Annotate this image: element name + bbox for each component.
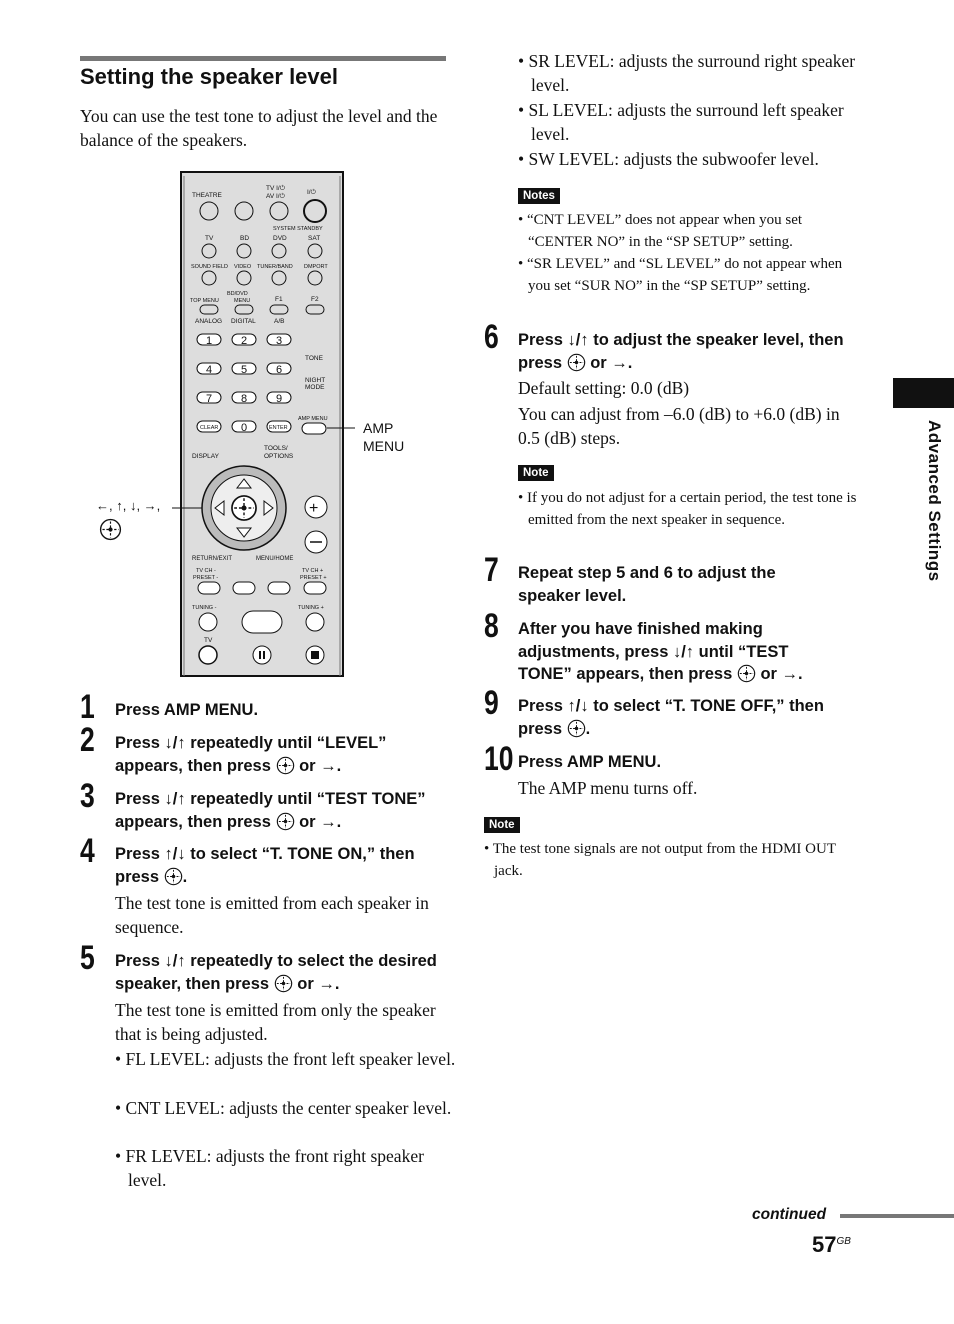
step-10-body: The AMP menu turns off.: [518, 778, 698, 798]
lbl-sound-field: SOUND FIELD: [191, 264, 228, 270]
step-number-1: 1: [80, 688, 95, 726]
svg-text:+: +: [309, 500, 319, 517]
step-number-2: 2: [80, 721, 95, 759]
step-3-text: Press ↓/↑ repeatedly until “TEST TONE” appears, then press or →.: [115, 790, 426, 831]
next-button[interactable]: [304, 582, 326, 594]
callout-arrows: ←, ↑, ↓, →,: [96, 498, 161, 513]
lbl-tuner-band: TUNER/BAND: [257, 264, 293, 270]
title-rule: [80, 56, 446, 61]
enter-button-icon: [274, 974, 293, 993]
lbl-sat: SAT: [308, 235, 321, 242]
pause-button[interactable]: [253, 646, 271, 664]
play-button[interactable]: [242, 611, 282, 633]
lbl-preset-minus: PRESET -: [193, 575, 219, 581]
lbl-av-power: AV I/⏻: [266, 193, 285, 200]
lbl-digital: DIGITAL: [231, 318, 256, 325]
step-1-text: Press AMP MENU.: [115, 701, 259, 719]
key-1[interactable]: 1: [205, 335, 213, 347]
list-item: • FR LEVEL: adjusts the front right speaker level.: [115, 1146, 424, 1190]
lbl-return: RETURN/EXIT: [192, 556, 233, 562]
section-title: Setting the speaker level: [80, 64, 338, 89]
step-2-text: Press ↓/↑ repeatedly until “LEVEL” appears, then press or →.: [115, 734, 387, 775]
list-item: • CNT LEVEL: adjusts the center speaker level.: [115, 1098, 452, 1118]
lbl-tools: TOOLS/: [264, 445, 288, 452]
list-item: • SR LEVEL: adjusts the surround right speaker level.: [518, 51, 856, 95]
continued-rule: [840, 1214, 954, 1218]
lbl-dmport: DMPORT: [304, 264, 328, 270]
step-number-10: 10: [484, 740, 514, 778]
lbl-f1: F1: [275, 296, 283, 303]
key-0[interactable]: 0: [240, 422, 248, 434]
enter-button-icon: [737, 664, 756, 683]
notes-badge: Notes: [518, 188, 560, 204]
lbl-menu-home: MENU/HOME: [256, 556, 294, 562]
lbl-mode: MODE: [305, 384, 325, 391]
step-number-3: 3: [80, 777, 95, 815]
step-7-text: Repeat step 5 and 6 to adjust the speaker level.: [518, 564, 776, 605]
enter-button-icon: [567, 719, 586, 738]
enter-button-icon: [567, 353, 586, 372]
enter-button-icon: [232, 496, 256, 520]
lbl-tv-power: TV I/⏻: [266, 185, 285, 192]
step-5-text: Press ↓/↑ repeatedly to select the desired speaker, then press or →.: [115, 952, 437, 993]
lbl-top-menu: TOP MENU: [190, 298, 219, 304]
clear-button[interactable]: CLEAR: [200, 425, 219, 431]
key-7[interactable]: 7: [205, 393, 213, 405]
key-8[interactable]: 8: [240, 393, 248, 405]
lbl-display: DISPLAY: [192, 453, 219, 460]
step-9-text: Press ↑/↓ to select “T. TONE OFF,” then press .: [518, 697, 824, 738]
intro-text: You can use the test tone to adjust the level and the balance of the speakers.: [80, 106, 438, 150]
key-6[interactable]: 6: [275, 364, 283, 376]
step-number-6: 6: [484, 318, 499, 356]
lbl-menu: MENU: [234, 298, 251, 304]
rewind-button[interactable]: [199, 613, 217, 631]
list-item: • SW LEVEL: adjusts the subwoofer level.: [518, 149, 819, 169]
step-number-7: 7: [484, 551, 499, 589]
key-9[interactable]: 9: [275, 393, 283, 405]
step-number-9: 9: [484, 684, 499, 722]
step-5-body: The test tone is emitted from only the speaker that is being adjusted.: [115, 1000, 436, 1044]
lbl-night: NIGHT: [305, 377, 326, 384]
page-number: $57^{GB}$: [812, 1232, 851, 1257]
fast-forward-button[interactable]: [306, 613, 324, 631]
step-4-text: Press ↑/↓ to select “T. TONE ON,” then press .: [115, 845, 415, 886]
tv-button[interactable]: [199, 646, 217, 664]
rewind-step-button[interactable]: [233, 582, 255, 594]
lbl-tv-bottom: TV: [204, 637, 213, 644]
lbl-tv-ch-minus: TV CH -: [196, 568, 216, 574]
step-6-range: You can adjust from –6.0 (dB) to +6.0 (dB) in 0.5 (dB) steps.: [518, 404, 840, 448]
lbl-f2: F2: [311, 296, 319, 303]
lbl-tone: TONE: [305, 355, 323, 362]
callout-menu: MENU: [363, 438, 405, 454]
lbl-tv-ch-plus: TV CH +: [302, 568, 324, 574]
key-3[interactable]: 3: [275, 335, 283, 347]
lbl-theatre: THEATRE: [192, 192, 222, 199]
lbl-amp-menu: AMP MENU: [298, 416, 328, 422]
step-4-body: The test tone is emitted from each speaker in sequence.: [115, 893, 429, 937]
step-number-4: 4: [80, 832, 95, 870]
section-tab: [893, 378, 954, 408]
step-6-default: Default setting: 0.0 (dB): [518, 378, 690, 398]
lbl-ab: A/B: [274, 318, 285, 325]
enter-key[interactable]: ENTER: [269, 425, 288, 431]
list-item: • FL LEVEL: adjusts the front left speaker level.: [115, 1049, 456, 1069]
enter-button-icon: [276, 812, 295, 831]
step-10-text: Press AMP MENU.: [518, 753, 662, 771]
lbl-options: OPTIONS: [264, 453, 294, 460]
prev-button[interactable]: [198, 582, 220, 594]
key-4[interactable]: 4: [205, 364, 213, 376]
forward-step-button[interactable]: [268, 582, 290, 594]
step-number-5: 5: [80, 939, 95, 977]
lbl-analog: ANALOG: [195, 318, 223, 325]
callout-enter-icon: [101, 520, 121, 540]
lbl-bd: BD: [240, 235, 250, 242]
lbl-power: I/⏻: [307, 189, 316, 196]
side-label: Advanced Settings: [925, 420, 944, 582]
lbl-bd-dvd: BD/DVD: [227, 291, 248, 297]
lbl-system-standby: SYSTEM STANDBY: [273, 226, 323, 232]
key-5[interactable]: 5: [240, 364, 248, 376]
note-item: • “SR LEVEL” and “SL LEVEL” do not appear when you set “SUR NO” in the “SP SETUP” setting.: [518, 256, 843, 294]
note-item: • “CNT LEVEL” does not appear when you set “CENTER NO” in the “SP SETUP” setting.: [518, 212, 803, 250]
note-item: • The test tone signals are not output from the HDMI OUT jack.: [484, 841, 836, 879]
lbl-video: VIDEO: [234, 264, 252, 270]
list-item: • SL LEVEL: adjusts the surround left speaker level.: [518, 100, 844, 144]
lbl-preset-plus: PRESET +: [300, 575, 327, 581]
lbl-dvd: DVD: [273, 235, 287, 242]
step-number-8: 8: [484, 607, 499, 645]
remote-figure: [80, 168, 450, 678]
note-badge: Note: [518, 465, 554, 481]
enter-button-icon: [276, 756, 295, 775]
lbl-tv: TV: [205, 235, 214, 242]
amp-menu-button[interactable]: [302, 423, 326, 434]
continued-label: continued: [752, 1206, 827, 1223]
note-item: • If you do not adjust for a certain period, the test tone is emitted from the next speaker in sequence.: [518, 490, 857, 528]
step-6-text: Press ↓/↑ to adjust the speaker level, then press or →.: [518, 331, 844, 372]
note-badge: Note: [484, 817, 520, 833]
step-8-text: After you have finished making adjustments, press ↓/↑ until “TEST TONE” appears, then press or →.: [518, 620, 803, 683]
lbl-tuning-plus: TUNING +: [298, 605, 324, 611]
callout-amp: AMP: [363, 420, 394, 436]
lbl-tuning-minus: TUNING -: [192, 605, 217, 611]
key-2[interactable]: 2: [240, 335, 248, 347]
enter-button-icon: [164, 867, 183, 886]
page-suffix: GB: [836, 1236, 851, 1247]
